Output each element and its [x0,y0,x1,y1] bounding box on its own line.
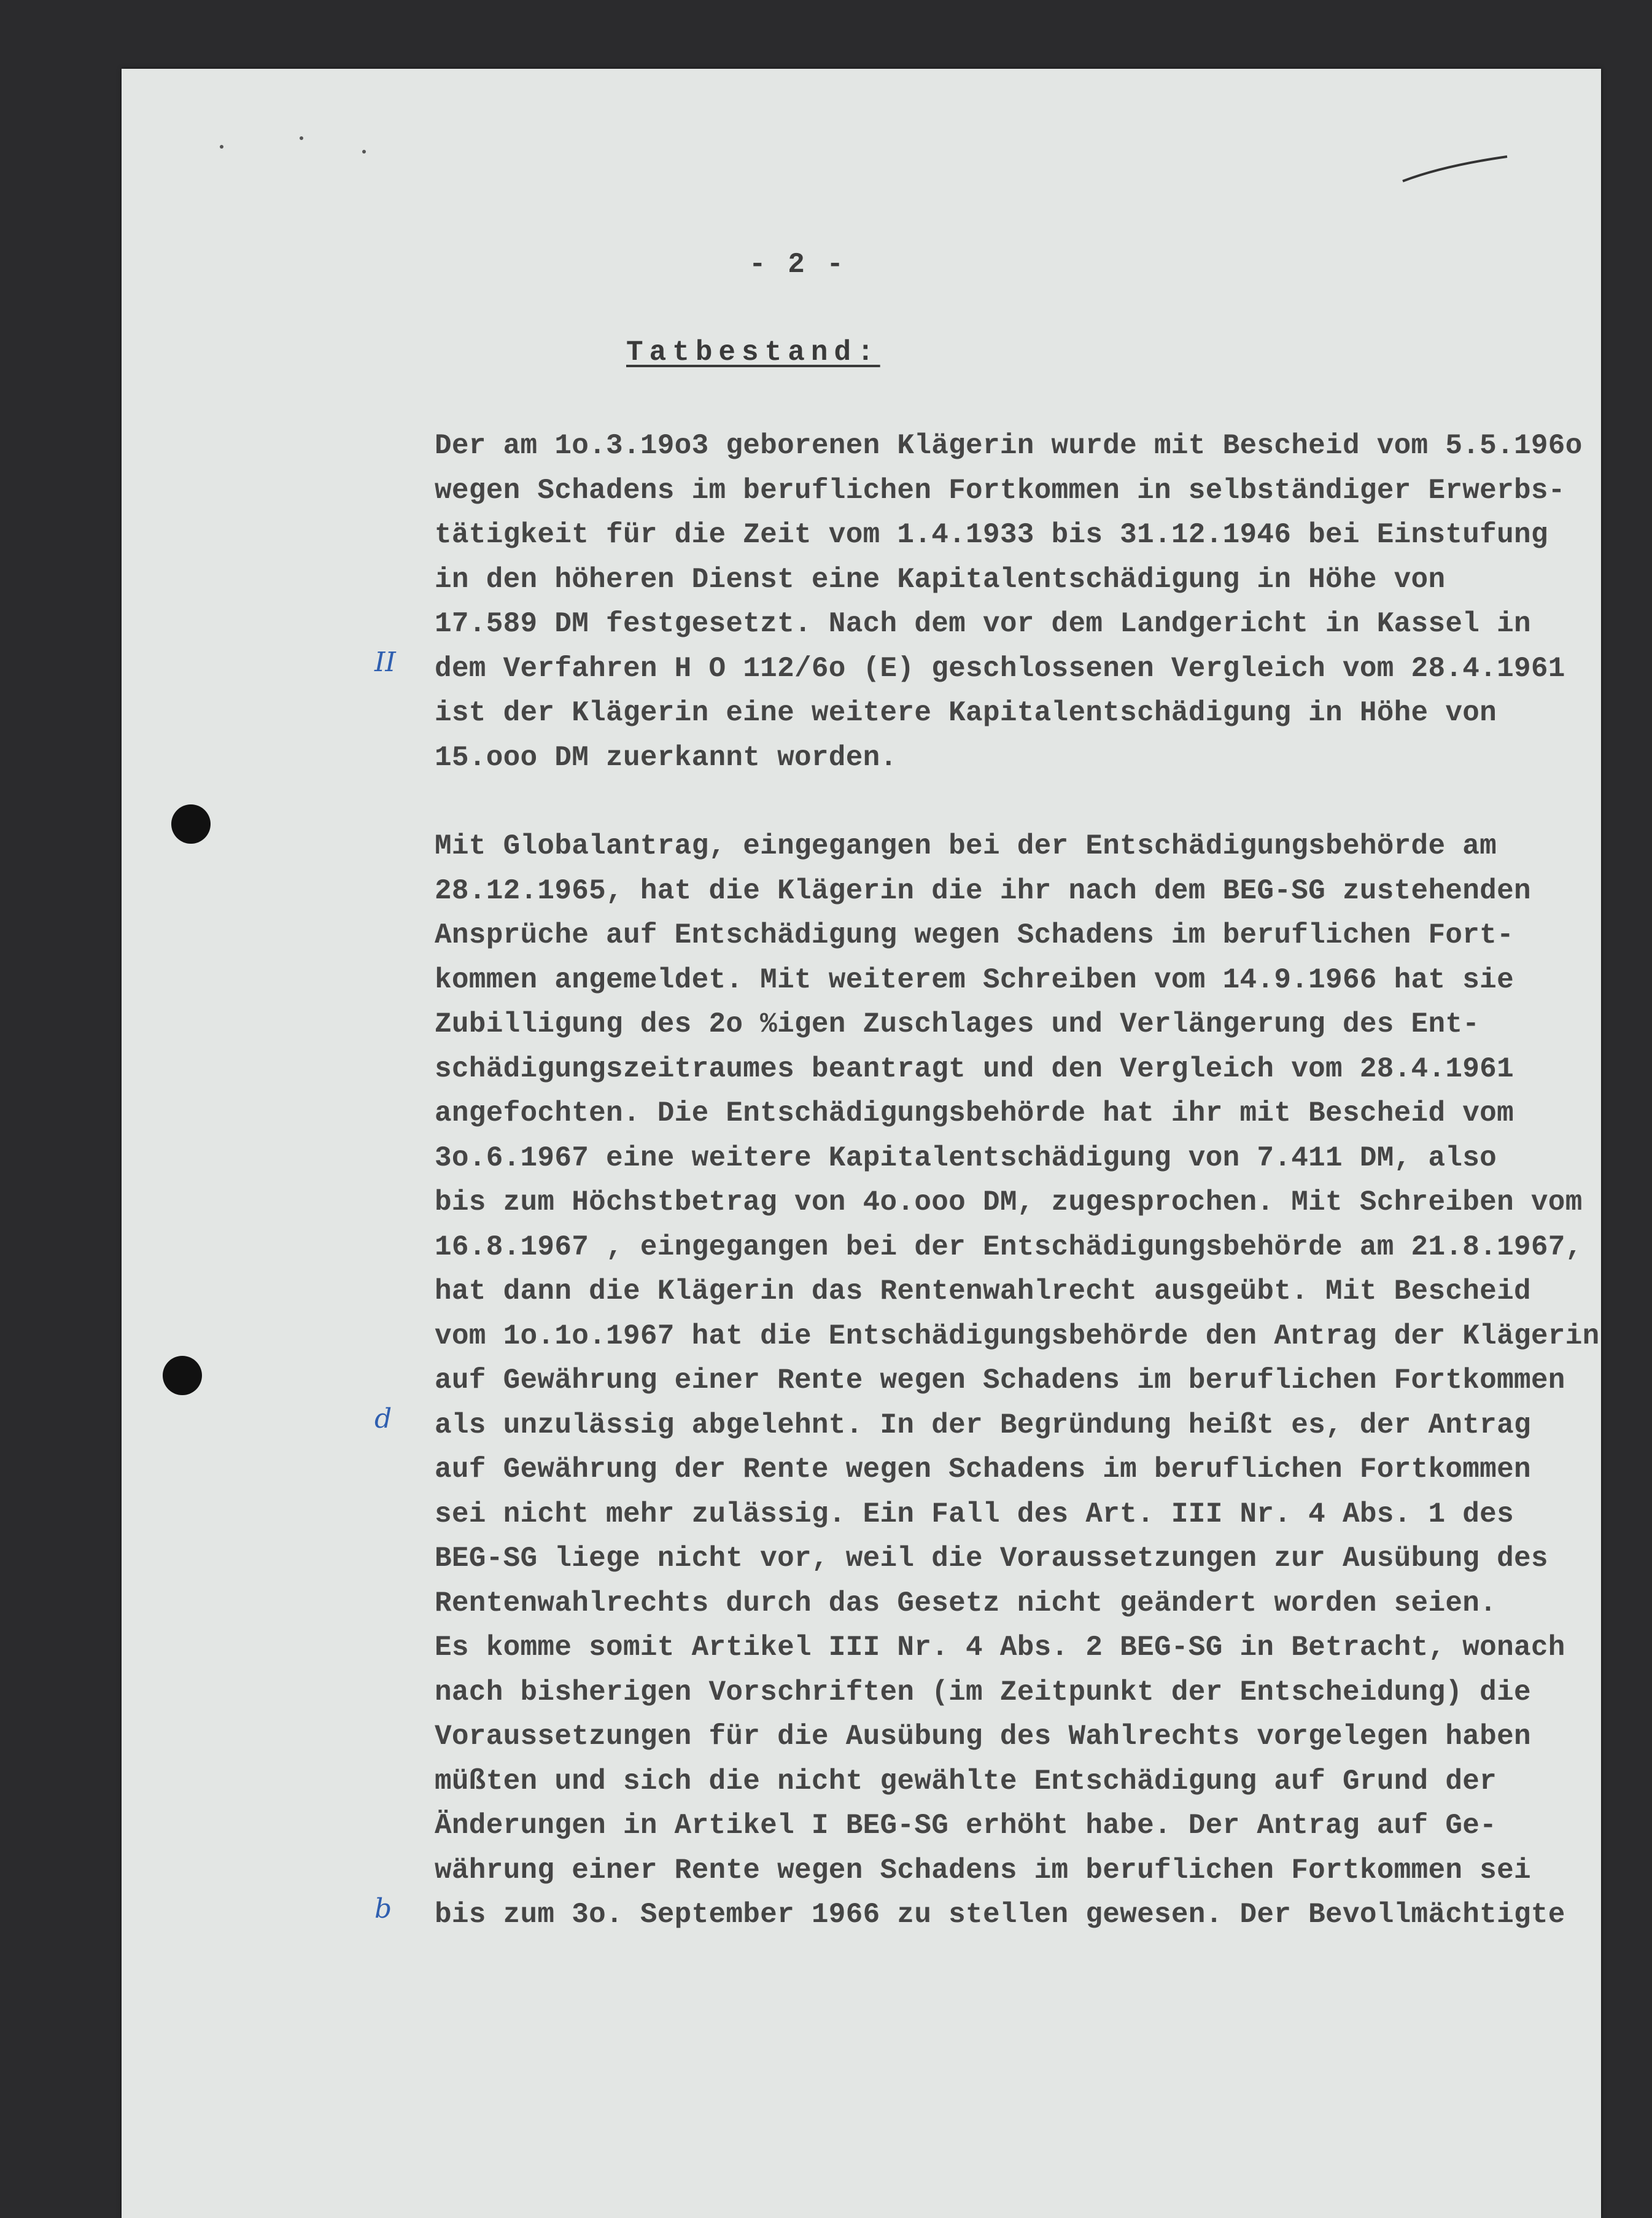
text-line: vom 1o.1o.1967 hat die Entschädigungsbehörde den Antrag der Klägerin [435,1320,1600,1352]
text-line: auf Gewährung einer Rente wegen Schadens im beruflichen Fortkommen [435,1364,1565,1396]
text-line: währung einer Rente wegen Schadens im beruflichen Fortkommen sei [435,1854,1531,1886]
text-line: Es komme somit Artikel III Nr. 4 Abs. 2 BEG-SG in Betracht, wonach [435,1632,1565,1664]
punch-hole [171,804,211,844]
punch-hole [163,1356,202,1395]
text-line: Rentenwahlrechts durch das Gesetz nicht geändert worden seien. [435,1587,1497,1619]
handwritten-roman-numeral: II [374,647,396,678]
text-line: Ansprüche auf Entschädigung wegen Schadens im beruflichen Fort- [435,919,1514,951]
text-line: ist der Klägerin eine weitere Kapitalentschädigung in Höhe von [435,697,1497,729]
text-line: dem Verfahren H O 112/6o (E) geschlossenen Vergleich vom 28.4.1961 [435,652,1565,685]
text-line: hat dann die Klägerin das Rentenwahlrecht ausgeübt. Mit Bescheid [435,1275,1531,1307]
paragraph-1 [435,424,1583,780]
text-line: kommen angemeldet. Mit weiterem Schreiben vom 14.9.1966 hat sie [435,963,1514,996]
text-line: Zubilligung des 2o %igen Zuschlages und Verlängerung des Ent- [435,1008,1480,1040]
speck [362,150,366,154]
text-line: bis zum Höchstbetrag von 4o.ooo DM, zugesprochen. Mit Schreiben vom [435,1186,1583,1218]
text-line: Mit Globalantrag, eingegangen bei der Entschädigungsbehörde am [435,830,1497,862]
text-line: 17.589 DM festgesetzt. Nach dem vor dem Landgericht in Kassel in [435,608,1531,640]
text-line: 15.ooo DM zuerkannt worden. [435,741,898,774]
text-line: als unzulässig abgelehnt. In der Begründung heißt es, der Antrag [435,1409,1531,1441]
text-line: 16.8.1967 , eingegangen bei der Entschädigungsbehörde am 21.8.1967, [435,1231,1583,1263]
text-line: tätigkeit für die Zeit vom 1.4.1933 bis 31.12.1946 bei Einstufung [435,519,1548,551]
page-number: - 2 - [749,249,847,281]
text-line: wegen Schadens im beruflichen Fortkommen in selbständiger Erwerbs- [435,474,1565,507]
handwritten-correction: d [374,1403,392,1434]
text-line: auf Gewährung der Rente wegen Schadens im beruflichen Fortkommen [435,1453,1531,1485]
text-line: schädigungszeitraumes beantragt und den Vergleich vom 28.4.1961 [435,1053,1514,1085]
text-line: Der am 1o.3.19o3 geborenen Klägerin wurde mit Bescheid vom 5.5.196o [435,430,1583,462]
speck [300,136,303,140]
text-line: Voraussetzungen für die Ausübung des Wahlrechts vorgelegen haben [435,1721,1531,1753]
text-line: müßten und sich die nicht gewählte Entschädigung auf Grund der [435,1765,1497,1797]
paragraph-2 [435,824,1600,1937]
text-line: BEG-SG liege nicht vor, weil die Voraussetzungen zur Ausübung des [435,1543,1548,1574]
handwritten-correction: b [374,1893,392,1924]
section-heading: Tatbestand: [626,337,880,368]
text-line: 3o.6.1967 eine weitere Kapitalentschädigung von 7.411 DM, also [435,1142,1497,1174]
text-line: 28.12.1965, hat die Klägerin die ihr nach dem BEG-SG zustehenden [435,874,1531,907]
text-line: bis zum 3o. September 1966 zu stellen gewesen. Der Bevollmächtigte [435,1899,1565,1931]
text-line: nach bisherigen Vorschriften (im Zeitpunkt der Entscheidung) die [435,1676,1531,1708]
text-line: Änderungen in Artikel I BEG-SG erhöht habe. Der Antrag auf Ge- [435,1810,1497,1842]
pen-stroke [1400,154,1510,184]
speck [220,145,223,149]
text-line: in den höheren Dienst eine Kapitalentschädigung in Höhe von [435,563,1446,596]
text-line: angefochten. Die Entschädigungsbehörde hat ihr mit Bescheid vom [435,1097,1514,1129]
text-line: sei nicht mehr zulässig. Ein Fall des Art. III Nr. 4 Abs. 1 des [435,1498,1514,1530]
